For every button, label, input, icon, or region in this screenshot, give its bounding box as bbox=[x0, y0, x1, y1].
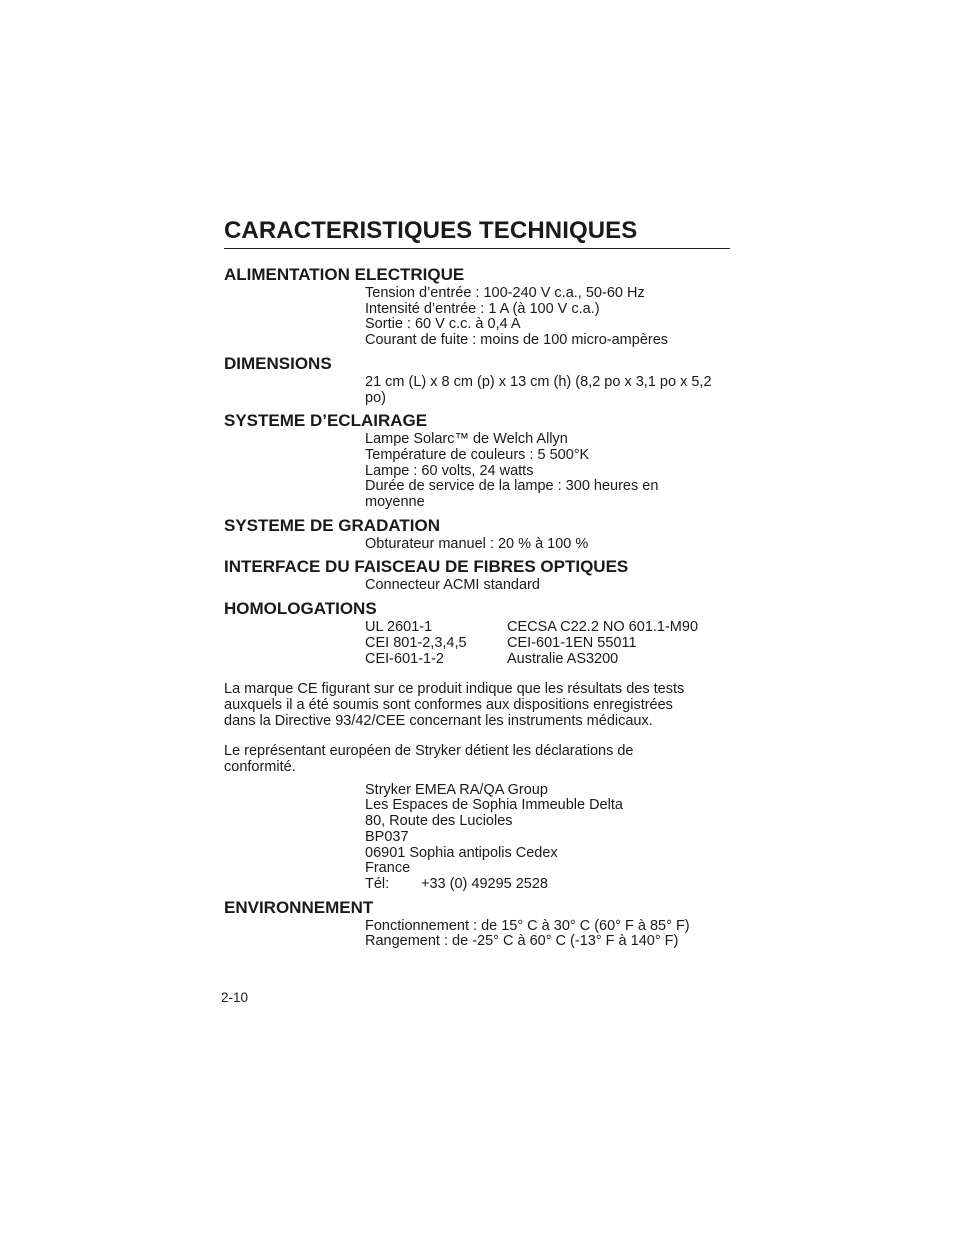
approvals-table bbox=[365, 620, 730, 667]
lighting-specs bbox=[365, 432, 730, 511]
spec-line: po) bbox=[365, 389, 386, 406]
paragraph-line: conformité. bbox=[224, 759, 296, 776]
spec-line: Sortie : 60 V c.c. à 0,4 A bbox=[365, 316, 521, 333]
address-block bbox=[365, 783, 730, 893]
spec-line: Obturateur manuel : 20 % à 100 % bbox=[365, 535, 589, 552]
section-heading-power: ALIMENTATION ELECTRIQUE bbox=[224, 265, 465, 284]
spec-line: Fonctionnement : de 15° C à 30° C (60° F à 85° F) bbox=[365, 917, 690, 934]
address-line: 80, Route des Lucioles bbox=[365, 813, 513, 830]
spec-page bbox=[224, 214, 730, 950]
approval-cell: Australie AS3200 bbox=[507, 650, 619, 667]
address-line: 06901 Sophia antipolis Cedex bbox=[365, 844, 558, 861]
approval-cell: UL 2601-1 bbox=[365, 619, 433, 636]
telephone-label: Tél: bbox=[365, 875, 390, 892]
approval-row bbox=[365, 620, 730, 636]
telephone-row bbox=[365, 877, 730, 893]
fiber-specs bbox=[365, 578, 730, 594]
dimming-specs bbox=[365, 537, 730, 553]
section-heading-environment: ENVIRONNEMENT bbox=[224, 897, 374, 917]
ce-paragraph bbox=[224, 682, 730, 729]
spec-line: moyenne bbox=[365, 494, 425, 511]
section-heading-dimensions: DIMENSIONS bbox=[224, 353, 332, 373]
approval-cell: CEI-601-1-2 bbox=[365, 650, 444, 667]
paragraph-line: Le représentant européen de Stryker détient les déclarations de bbox=[224, 743, 634, 760]
environment-specs bbox=[365, 919, 730, 950]
spec-line: Courant de fuite : moins de 100 micro-ampères bbox=[365, 332, 669, 349]
paragraph-line: La marque CE figurant sur ce produit indique que les résultats des tests bbox=[224, 681, 685, 698]
spec-line: Durée de service de la lampe : 300 heures en bbox=[365, 478, 659, 495]
section-heading-fiber: INTERFACE DU FAISCEAU DE FIBRES OPTIQUES bbox=[224, 557, 629, 577]
section-heading-approvals: HOMOLOGATIONS bbox=[224, 599, 377, 619]
paragraph-line: dans la Directive 93/42/CEE concernant les instruments médicaux. bbox=[224, 712, 653, 729]
approval-cell: CEI 801-2,3,4,5 bbox=[365, 634, 467, 651]
page-number: 2-10 bbox=[221, 990, 249, 1005]
spec-line: Rangement : de -25° C à 60° C (-13° F à 140° F) bbox=[365, 933, 679, 950]
paragraph-line: auxquels il a été soumis sont conformes aux dispositions enregistrées bbox=[224, 696, 673, 713]
approval-cell: CEI-601-1EN 55011 bbox=[507, 634, 637, 651]
address-line: Les Espaces de Sophia Immeuble Delta bbox=[365, 797, 623, 814]
spec-line: Intensité d’entrée : 1 A (à 100 V c.a.) bbox=[365, 300, 600, 317]
approval-row bbox=[365, 636, 730, 652]
spec-line: Connecteur ACMI standard bbox=[365, 577, 540, 594]
spec-line: Tension d’entrée : 100-240 V c.a., 50-60 Hz bbox=[365, 285, 645, 301]
section-heading-lighting: SYSTEME D’ECLAIRAGE bbox=[224, 411, 428, 431]
approval-cell: CECSA C22.2 NO 601.1-M90 bbox=[507, 619, 699, 636]
spec-line: Lampe : 60 volts, 24 watts bbox=[365, 462, 534, 479]
dimensions-specs bbox=[365, 375, 730, 406]
spec-line: 21 cm (L) x 8 cm (p) x 13 cm (h) (8,2 po x 3,1 po x 5,2 bbox=[365, 373, 712, 390]
address-line: Stryker EMEA RA/QA Group bbox=[365, 781, 548, 798]
representative-paragraph bbox=[224, 744, 730, 775]
telephone-value: +33 (0) 49295 2528 bbox=[421, 875, 548, 892]
spec-line: Température de couleurs : 5 500°K bbox=[365, 446, 590, 463]
spec-line: Lampe Solarc™ de Welch Allyn bbox=[365, 431, 568, 448]
power-specs bbox=[365, 286, 730, 349]
address-line: France bbox=[365, 860, 411, 877]
address-line: BP037 bbox=[365, 828, 409, 845]
section-heading-dimming: SYSTEME DE GRADATION bbox=[224, 515, 440, 535]
approval-row bbox=[365, 652, 730, 668]
page-title: CARACTERISTIQUES TECHNIQUES bbox=[224, 214, 730, 249]
